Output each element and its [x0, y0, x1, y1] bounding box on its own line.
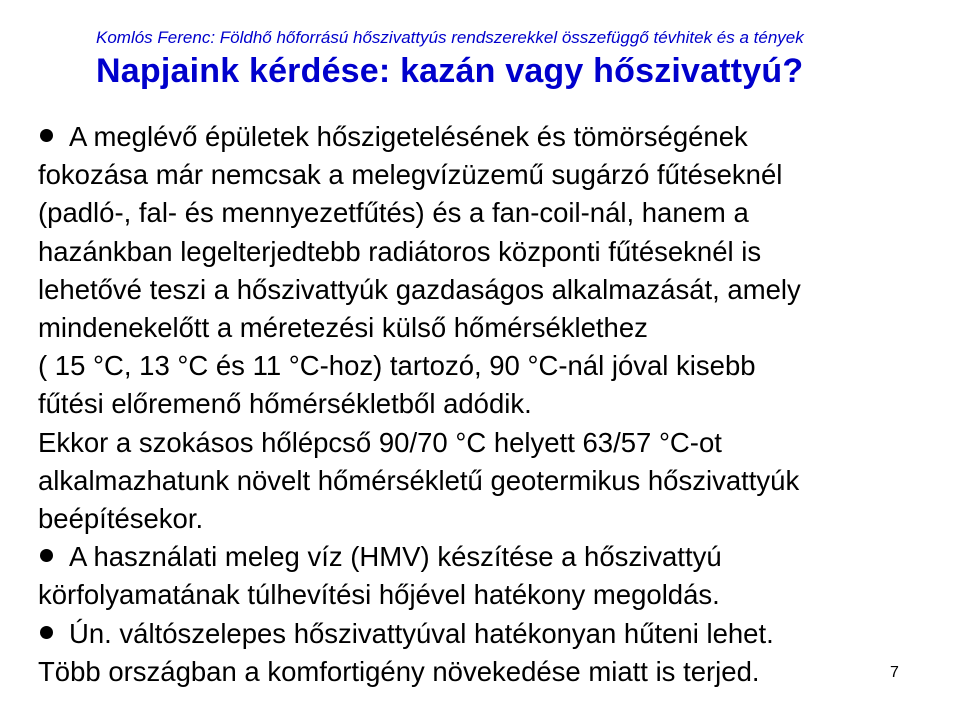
paragraph-text: A meglévő épületek hőszigetelésének és tömörségének fokozása már nemcsak a melegvízüzemű sugárzó fűtéseknél (padló-, fal- és mennyezetfűtés) és a fan-coil-nál, hanem a hazánkban legelterjedtebb radiátoros központi fűtéseknél is lehetővé teszi a hőszivattyúk gazdaságos alkalmazását, amely mindenekelőtt a méretezési külső hőmérséklethez ( 15 °C, 13 °C és 11 °C-hoz) tartozó, 90 °C-nál jóval kisebb fűtési előremenő hőmérsékletből adódik. — [38, 121, 801, 420]
page-number: 7 — [890, 664, 899, 681]
paragraph-heat-pump-radiators — [38, 118, 938, 424]
paragraph-hot-water — [38, 538, 938, 614]
paragraph-cooling — [38, 615, 938, 691]
paragraph-temperature-step — [38, 424, 938, 539]
bullet-icon — [40, 549, 53, 562]
bullet-icon — [40, 626, 53, 639]
paragraph-text: Ún. váltószelepes hőszivattyúval hatékonyan hűteni lehet. Több országban a komfortigény növekedése miatt is terjed. — [38, 617, 774, 687]
slide-title: Napjaink kérdése: kazán vagy hőszivattyú? — [96, 52, 804, 90]
bullet-icon — [40, 129, 53, 142]
slide-body — [38, 118, 938, 691]
slide-subtitle: Komlós Ferenc: Földhő hőforrású hőszivattyús rendszerekkel összefüggő tévhitek és a tények — [96, 28, 804, 47]
paragraph-text: A használati meleg víz (HMV) készítése a hőszivattyú körfolyamatának túlhevítési hőjével hatékony megoldás. — [38, 541, 722, 611]
paragraph-text: Ekkor a szokásos hőlépcső 90/70 °C helyett 63/57 °C-ot alkalmazhatunk növelt hőmérsékletű geotermikus hőszivattyúk beépítésekor. — [38, 426, 800, 535]
